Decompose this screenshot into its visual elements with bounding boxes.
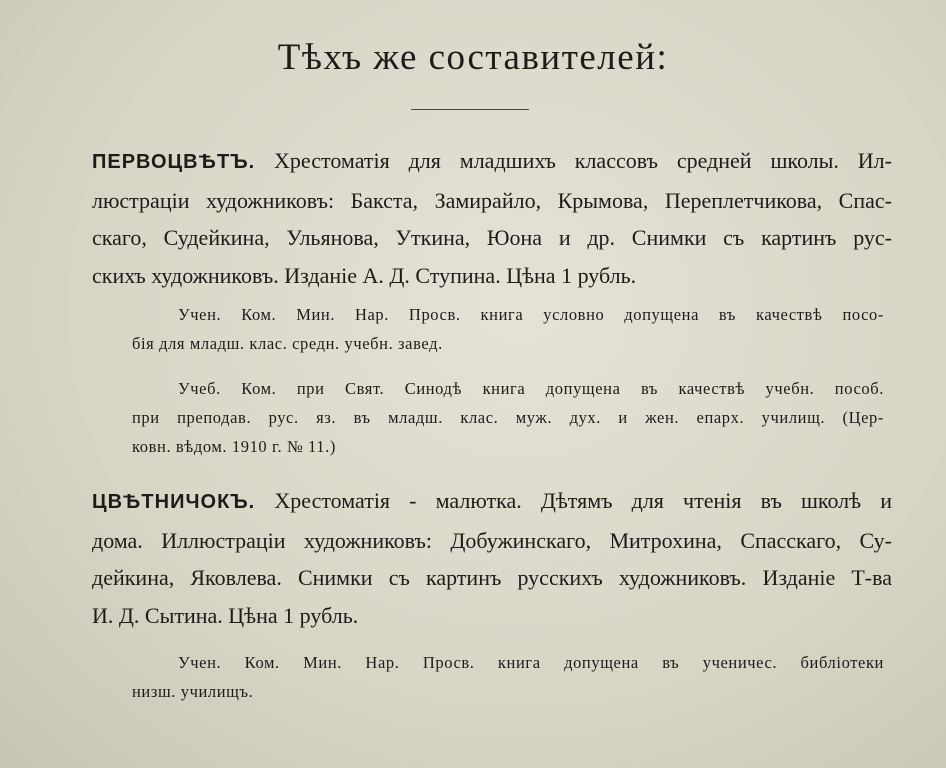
entry-line: дома. Иллюстраціи художниковъ: Добужинскаго, Митрохина, Спасскаго, Су- xyxy=(92,527,892,553)
page-title: Тѣхъ же составителей: xyxy=(277,37,669,78)
book-entry-tsvetnichok xyxy=(92,482,892,634)
entry-text: Хрестоматія - малютка. Дѣтямъ для чтенія въ школѣ и xyxy=(255,488,892,513)
entry-line xyxy=(92,482,892,522)
entry-line: дейкина, Яковлева. Снимки съ картинъ русскихъ художниковъ. Изданіе Т-ва xyxy=(92,565,892,590)
entry-text: Хрестоматія для младшихъ классовъ средней школы. Ил- xyxy=(255,148,892,173)
entry-line xyxy=(92,142,892,182)
book-entry-pervotsvet xyxy=(92,142,892,294)
entry-line: скаго, Судейкина, Ульянова, Уткина, Юона и др. Снимки съ картинъ рус- xyxy=(92,225,892,250)
entry-line: И. Д. Сытина. Цѣна 1 рубль. xyxy=(92,602,359,628)
approval-note xyxy=(132,300,884,358)
approval-note xyxy=(132,648,884,706)
note-line: Учен. Ком. Мин. Нар. Просв. книга условно допущена въ качествѣ посо- xyxy=(178,305,884,324)
entry-line: скихъ художниковъ. Изданіе А. Д. Ступина. Цѣна 1 рубль. xyxy=(92,262,637,288)
note-line: при преподав. рус. яз. въ младш. клас. муж. дух. и жен. епарх. училищ. (Цер- xyxy=(132,408,884,427)
title-divider xyxy=(411,109,529,110)
approval-note xyxy=(132,374,884,461)
note-line: Учеб. Ком. при Свят. Синодѣ книга допущена въ качествѣ учебн. пособ. xyxy=(178,379,884,398)
entry-line: люстраціи художниковъ: Бакста, Замирайло, Крымова, Переплетчикова, Спас- xyxy=(92,187,892,213)
book-title: ЦВѢТНИЧОКЪ. xyxy=(92,491,256,513)
note-line: ковн. вѣдом. 1910 г. № 11.) xyxy=(132,437,336,456)
note-line: Учен. Ком. Мин. Нар. Просв. книга допущена въ ученичес. библіотеки xyxy=(178,653,884,672)
book-title: ПЕРВОЦВѢТЪ. xyxy=(92,151,256,173)
note-line: низш. училищъ. xyxy=(132,682,254,701)
note-line: бія для младш. клас. средн. учебн. завед. xyxy=(132,334,443,353)
